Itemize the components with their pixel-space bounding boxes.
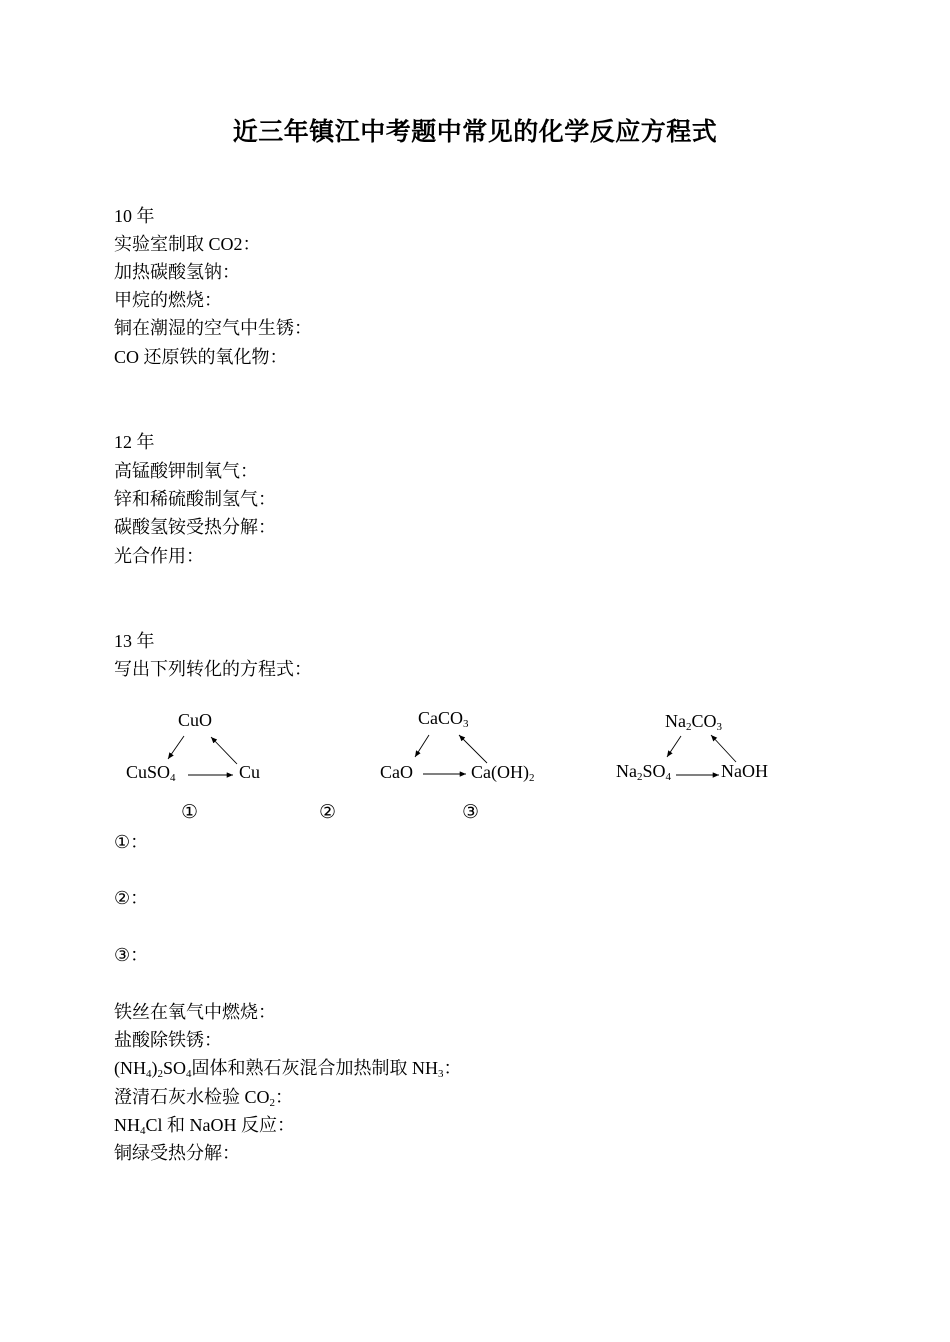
arrow-na2co3-to-na2so4 xyxy=(667,736,681,757)
node-naoh: NaOH xyxy=(721,761,768,781)
arrow-caco3-to-cao xyxy=(415,735,429,757)
question-line: 加热碳酸氢钠： xyxy=(114,262,240,282)
node-cuso4: CuSO$_4$ xyxy=(126,762,176,784)
question-line: 铜在潮湿的空气中生锈： xyxy=(114,318,312,338)
section-heading-2012: 12 年 xyxy=(114,432,155,452)
node-caoh2: $Ca(OH)_2$ xyxy=(471,762,535,784)
question-line: $NH_4Cl$ 和 NaOH 反应： xyxy=(114,1115,295,1137)
node-na2co3: $Na_2CO_3$ xyxy=(665,711,723,733)
node-cuo: CuO xyxy=(178,710,213,730)
node-cao: CaO xyxy=(380,762,413,782)
question-line: 甲烷的燃烧： xyxy=(114,290,222,310)
answer-line: ②： xyxy=(114,888,149,908)
node-caco3: CaCO$_3$ xyxy=(418,708,469,730)
section-heading-2010: 10 年 xyxy=(114,206,155,226)
arrow-caoh2-to-caco3 xyxy=(459,735,487,763)
page-title: 近三年镇江中考题中常见的化学反应方程式 xyxy=(232,119,718,146)
arrow-naoh-to-na2co3 xyxy=(711,735,736,762)
question-line: 写出下列转化的方程式： xyxy=(114,659,312,679)
question-line: CO 还原铁的氧化物： xyxy=(114,347,288,367)
answer-line: ①： xyxy=(114,832,149,852)
question-line: 碳酸氢铵受热分解： xyxy=(114,517,276,537)
node-cu: Cu xyxy=(239,762,261,782)
question-line: 铁丝在氧气中燃烧： xyxy=(114,1002,276,1022)
question-line: 盐酸除铁锈： xyxy=(114,1030,222,1050)
node-na2so4: $Na_2SO_4$ xyxy=(616,761,672,783)
question-line: 光合作用： xyxy=(114,546,204,566)
question-line: 澄清石灰水检验 $CO_2$： xyxy=(114,1087,294,1109)
answer-line: ③： xyxy=(114,945,149,965)
question-line: $(NH_4)_2SO_4$固体和熟石灰混合加热制取 $NH_3$： xyxy=(114,1058,462,1080)
diagram-marker: ① xyxy=(181,802,199,823)
question-line: 锌和稀硫酸制氢气： xyxy=(114,489,276,509)
arrow-cu-to-cuo xyxy=(211,737,237,764)
question-line: 高锰酸钾制氧气： xyxy=(114,461,258,481)
section-heading-2013: 13 年 xyxy=(114,631,155,651)
question-line: 实验室制取 CO2： xyxy=(114,234,261,254)
diagram-marker: ③ xyxy=(462,802,480,823)
diagram-marker: ② xyxy=(319,802,337,823)
arrow-cuo-to-cuso4 xyxy=(168,736,184,759)
question-line: 铜绿受热分解： xyxy=(114,1143,240,1163)
